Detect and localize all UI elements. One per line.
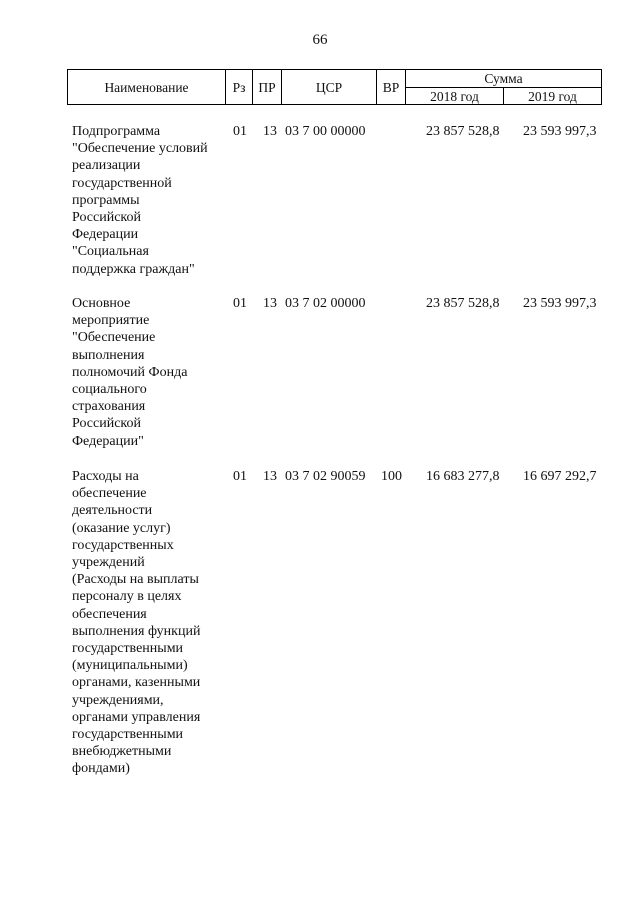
- header-rz: Рз: [226, 70, 253, 105]
- row-pr: 13: [263, 124, 277, 139]
- row-name-line: Федерации: [72, 227, 139, 243]
- row-name-line: государственными: [72, 727, 184, 743]
- row-name-line: государственной: [72, 175, 172, 191]
- row-name-line: "Социальная: [72, 244, 149, 260]
- row-name-line: обеспечения: [72, 606, 147, 622]
- row-name-line: "Обеспечение: [72, 330, 156, 346]
- row-name-line: Подпрограмма: [72, 124, 161, 139]
- table-header: [67, 69, 602, 105]
- row-name-line: Российской: [72, 416, 141, 432]
- row-name-line: программы: [72, 192, 140, 208]
- header-year-2019: 2019 год: [504, 88, 602, 105]
- row-name-line: органами, казенными: [72, 675, 201, 691]
- row-name-line: (Расходы на выплаты: [72, 572, 199, 588]
- row-name-line: Федерации": [72, 433, 144, 449]
- row-name-line: государственных: [72, 537, 174, 553]
- row-csr: 03 7 02 00000: [285, 296, 366, 311]
- row-name-line: социального: [72, 382, 147, 398]
- row-sum-2019: 16 697 292,7: [523, 469, 597, 484]
- row-sum-2019: 23 593 997,3: [523, 124, 597, 139]
- row-name-line: "Обеспечение условий: [72, 141, 208, 157]
- row-name-line: Основное: [72, 296, 131, 311]
- header-vr: ВР: [377, 70, 406, 105]
- row-name-line: (оказание услуг): [72, 520, 171, 536]
- row-name-line: учреждениями,: [72, 692, 164, 708]
- header-csr: ЦСР: [282, 70, 377, 105]
- row-pr: 13: [263, 296, 277, 311]
- row-name-line: деятельности: [72, 503, 153, 519]
- row-name: [72, 295, 224, 450]
- row-name: [72, 468, 224, 778]
- row-sum-2018: 23 857 528,8: [426, 124, 500, 139]
- row-name-line: мероприятие: [72, 313, 150, 329]
- row-sum-2019: 23 593 997,3: [523, 296, 597, 311]
- row-rz: 01: [233, 124, 247, 139]
- row-name-line: внебюджетными: [72, 744, 172, 760]
- row-csr: 03 7 00 00000: [285, 124, 366, 139]
- row-name-line: фондами): [72, 761, 130, 777]
- row-name-line: поддержка граждан": [72, 261, 195, 277]
- row-name-line: выполнения функций: [72, 623, 201, 639]
- row-name-line: органами управления: [72, 709, 201, 725]
- row-name-line: государственными: [72, 641, 184, 657]
- row-sum-2018: 16 683 277,8: [426, 469, 500, 484]
- row-rz: 01: [233, 296, 247, 311]
- page-number: 66: [312, 32, 328, 48]
- row-rz: 01: [233, 469, 247, 484]
- header-name: Наименование: [68, 70, 226, 105]
- row-name: [72, 123, 224, 278]
- row-name-line: Российской: [72, 210, 141, 226]
- row-vr: 100: [381, 469, 402, 484]
- row-name-line: персоналу в целях: [72, 589, 182, 605]
- row-name-line: (муниципальными): [72, 658, 188, 674]
- row-pr: 13: [263, 469, 277, 484]
- row-name-line: реализации: [72, 158, 141, 174]
- header-year-2018: 2018 год: [406, 88, 504, 105]
- row-sum-2018: 23 857 528,8: [426, 296, 500, 311]
- row-name-line: страхования: [72, 399, 146, 415]
- row-name-line: учреждений: [72, 555, 145, 571]
- row-name-line: Расходы на: [72, 469, 139, 484]
- row-name-line: полномочий Фонда: [72, 364, 188, 380]
- row-name-line: выполнения: [72, 347, 145, 363]
- header-sum: Сумма: [406, 70, 602, 88]
- row-name-line: обеспечение: [72, 486, 147, 502]
- header-pr: ПР: [253, 70, 282, 105]
- row-csr: 03 7 02 90059: [285, 469, 366, 484]
